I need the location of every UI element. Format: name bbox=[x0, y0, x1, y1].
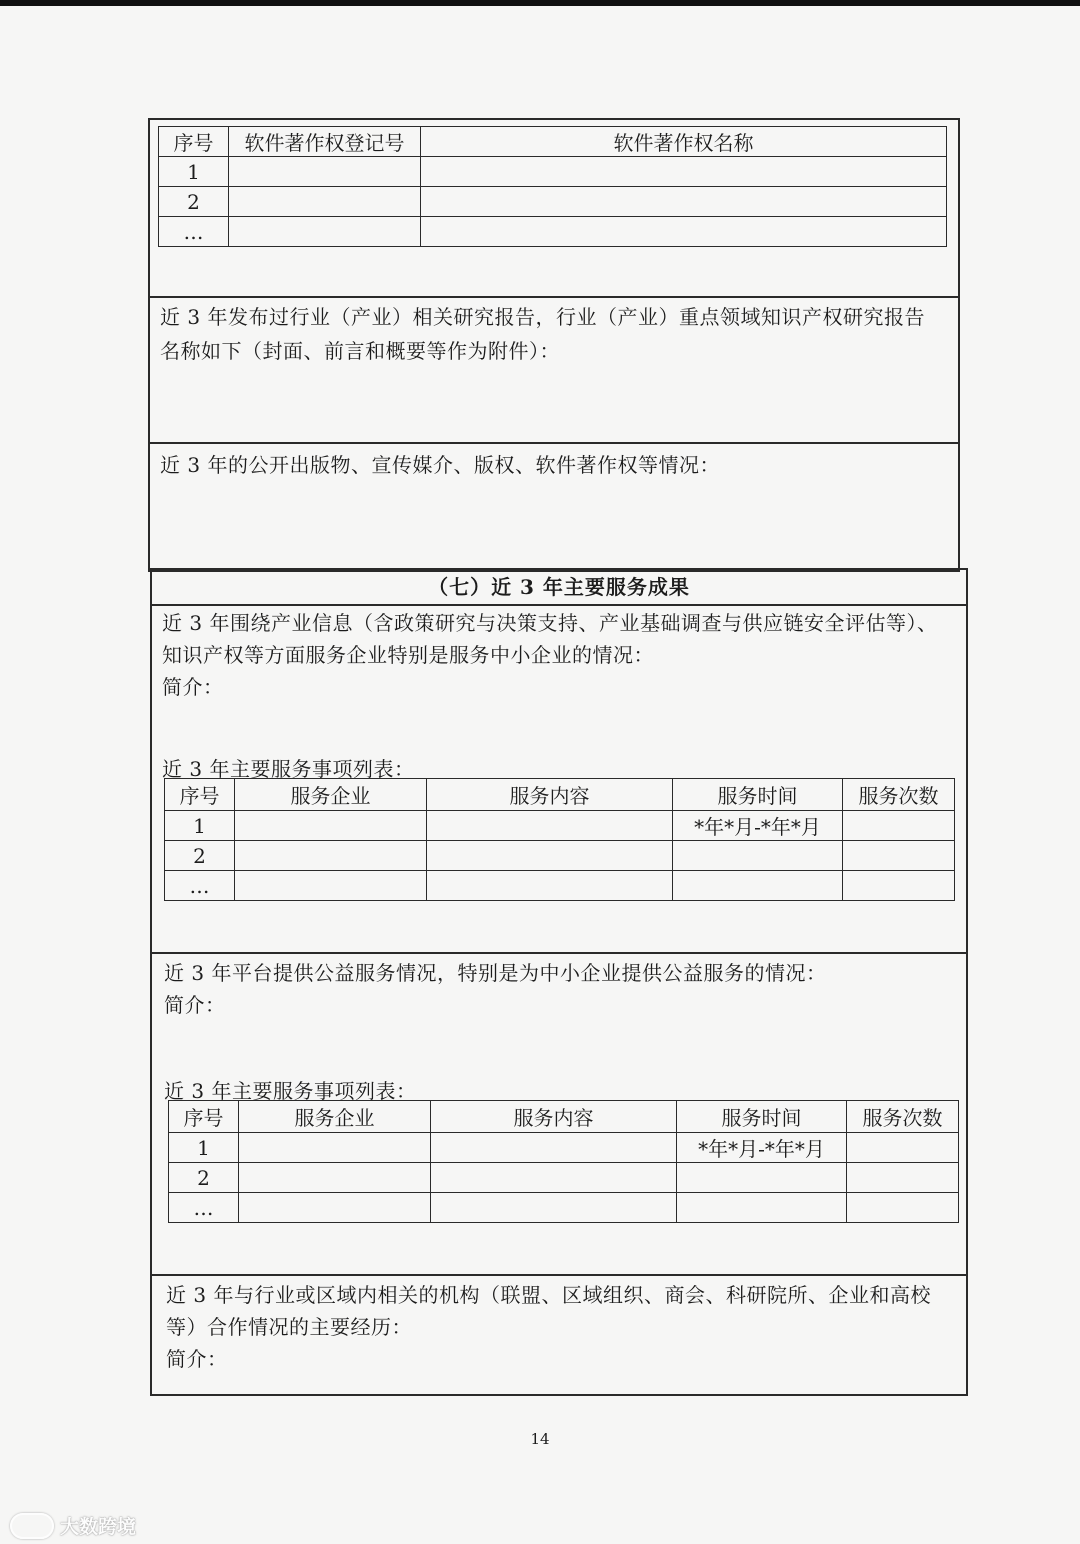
table-cell bbox=[431, 1163, 677, 1193]
intro-label: 简介： bbox=[166, 1347, 228, 1371]
table-cell bbox=[673, 871, 843, 901]
table-row bbox=[159, 187, 947, 217]
divider-line bbox=[148, 442, 960, 444]
table-cell bbox=[427, 841, 673, 871]
table-cell bbox=[229, 187, 421, 217]
table-cell bbox=[431, 1193, 677, 1223]
table-cell: 2 bbox=[169, 1163, 239, 1193]
table-row bbox=[165, 871, 955, 901]
table-row bbox=[159, 157, 947, 187]
table-cell bbox=[229, 157, 421, 187]
table-cell bbox=[239, 1163, 431, 1193]
col-header-company: 服务企业 bbox=[235, 779, 427, 811]
table-cell: 1 bbox=[165, 811, 235, 841]
table-cell bbox=[677, 1163, 847, 1193]
table-cell bbox=[673, 841, 843, 871]
reports-prompt-line1: 近 3 年发布过行业（产业）相关研究报告，行业（产业）重点领域知识产权研究报告 bbox=[160, 305, 925, 329]
col-header-time: 服务时间 bbox=[677, 1101, 847, 1133]
public-service-prompt: 近 3 年平台提供公益服务情况，特别是为中小企业提供公益服务的情况： bbox=[164, 961, 827, 985]
table-header-row bbox=[159, 127, 947, 157]
table-header-row bbox=[169, 1101, 959, 1133]
table-cell bbox=[421, 157, 947, 187]
table-cell bbox=[847, 1193, 959, 1223]
industry-service-table bbox=[164, 778, 955, 901]
divider-line bbox=[150, 952, 968, 954]
table-row bbox=[169, 1163, 959, 1193]
industry-service-prompt-line2: 知识产权等方面服务企业特别是服务中小企业的情况： bbox=[162, 643, 654, 667]
table-cell bbox=[431, 1133, 677, 1163]
page-number: 14 bbox=[530, 1430, 550, 1448]
table-cell bbox=[235, 841, 427, 871]
table-row bbox=[165, 841, 955, 871]
table-cell: 1 bbox=[169, 1133, 239, 1163]
col-header-content: 服务内容 bbox=[427, 779, 673, 811]
table-cell bbox=[235, 871, 427, 901]
scan-top-edge bbox=[0, 0, 1080, 6]
col-header-index: 序号 bbox=[159, 127, 229, 157]
divider-line bbox=[150, 1274, 968, 1276]
col-header-software-name: 软件著作权名称 bbox=[421, 127, 947, 157]
table-cell bbox=[847, 1133, 959, 1163]
table-row bbox=[169, 1193, 959, 1223]
col-header-time: 服务时间 bbox=[673, 779, 843, 811]
software-copyright-table bbox=[158, 126, 947, 247]
table-cell: … bbox=[165, 871, 235, 901]
table-cell bbox=[229, 217, 421, 247]
section-heading: （七）近 3 年主要服务成果 bbox=[428, 575, 690, 599]
intro-label: 简介： bbox=[162, 675, 224, 699]
table-cell bbox=[677, 1193, 847, 1223]
col-header-company: 服务企业 bbox=[239, 1101, 431, 1133]
table-cell: 2 bbox=[159, 187, 229, 217]
col-header-index: 序号 bbox=[169, 1101, 239, 1133]
col-header-count: 服务次数 bbox=[843, 779, 955, 811]
col-header-registration-no: 软件著作权登记号 bbox=[229, 127, 421, 157]
table-cell bbox=[843, 871, 955, 901]
table-cell bbox=[239, 1193, 431, 1223]
table-cell bbox=[847, 1163, 959, 1193]
publications-prompt: 近 3 年的公开出版物、宣传媒介、版权、软件著作权等情况： bbox=[160, 453, 720, 477]
industry-service-prompt-line1: 近 3 年围绕产业信息（含政策研究与决策支持、产业基础调查与供应链安全评估等）、 bbox=[162, 611, 938, 635]
table-cell: 1 bbox=[159, 157, 229, 187]
table-header-row bbox=[165, 779, 955, 811]
table-cell bbox=[235, 811, 427, 841]
table-cell: 2 bbox=[165, 841, 235, 871]
table-cell bbox=[843, 811, 955, 841]
intro-label: 简介： bbox=[164, 993, 226, 1017]
col-header-index: 序号 bbox=[165, 779, 235, 811]
table-cell: … bbox=[169, 1193, 239, 1223]
public-service-table bbox=[168, 1100, 959, 1223]
service-list-title: 近 3 年主要服务事项列表： bbox=[162, 757, 415, 781]
col-header-content: 服务内容 bbox=[431, 1101, 677, 1133]
table-row bbox=[159, 217, 947, 247]
reports-prompt-line2: 名称如下（封面、前言和概要等作为附件）： bbox=[160, 339, 560, 363]
table-cell: *年*月-*年*月 bbox=[673, 811, 843, 841]
table-cell: … bbox=[159, 217, 229, 247]
table-cell bbox=[421, 217, 947, 247]
table-row bbox=[165, 811, 955, 841]
cooperation-prompt-line1: 近 3 年与行业或区域内相关的机构（联盟、区域组织、商会、科研院所、企业和高校 bbox=[166, 1283, 931, 1307]
watermark-logo-icon bbox=[10, 1513, 54, 1539]
table-row bbox=[169, 1133, 959, 1163]
divider-line bbox=[148, 296, 960, 298]
cooperation-prompt-line2: 等）合作情况的主要经历： bbox=[166, 1315, 412, 1339]
table-cell bbox=[239, 1133, 431, 1163]
table-cell: *年*月-*年*月 bbox=[677, 1133, 847, 1163]
table-cell bbox=[427, 811, 673, 841]
table-cell bbox=[421, 187, 947, 217]
table-cell bbox=[427, 871, 673, 901]
watermark bbox=[10, 1512, 136, 1539]
table-cell bbox=[843, 841, 955, 871]
col-header-count: 服务次数 bbox=[847, 1101, 959, 1133]
service-list-title: 近 3 年主要服务事项列表： bbox=[164, 1079, 417, 1103]
watermark-text: 大数跨境 bbox=[60, 1516, 137, 1538]
